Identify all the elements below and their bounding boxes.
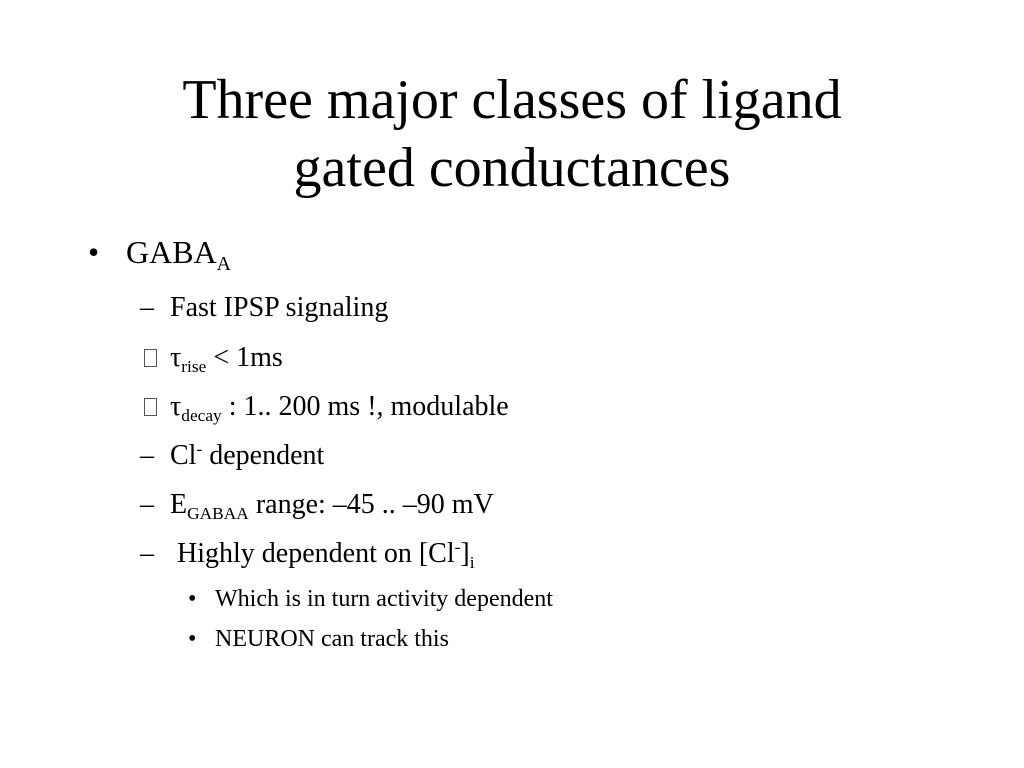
title-line-1: Three major classes of ligand xyxy=(182,69,842,131)
dash-marker: – xyxy=(140,538,154,569)
dash-marker: – xyxy=(140,440,154,471)
activity-dependent-text: Which is in turn activity dependent xyxy=(215,586,553,612)
dash-marker: – xyxy=(140,489,154,520)
e-gabaa-subscript: GABAA xyxy=(187,504,249,524)
bullet-marker: • xyxy=(188,626,197,652)
cl-superscript: - xyxy=(196,439,203,459)
i-subscript: i xyxy=(469,553,475,573)
missing-glyph-icon xyxy=(140,342,164,374)
slide-title xyxy=(62,66,962,202)
cl-superscript: - xyxy=(454,537,461,557)
e-text: E xyxy=(170,489,188,520)
tau-decay-value: : 1.. 200 ms !, modulable xyxy=(221,391,509,422)
e-gabaa-range: range: –45 .. –90 mV xyxy=(248,489,494,520)
tau-rise-subscript: rise xyxy=(181,357,207,377)
bracket-close: ] xyxy=(460,538,470,569)
cl-dependent-text: dependent xyxy=(202,440,325,471)
title-line-2: gated conductances xyxy=(293,137,731,199)
neuron-track-text: NEURON can track this xyxy=(215,626,449,652)
tau-rise-value: < 1ms xyxy=(206,342,283,373)
fast-ipsp-text: Fast IPSP signaling xyxy=(170,292,389,323)
cl-text: Cl xyxy=(170,440,197,471)
dash-marker: – xyxy=(140,292,154,323)
missing-glyph-icon xyxy=(140,391,164,423)
bullet-marker: • xyxy=(188,586,197,612)
gaba-subscript: A xyxy=(216,252,231,275)
gaba-text: GABA xyxy=(126,234,217,270)
highly-dependent-text: Highly dependent on [Cl xyxy=(170,538,455,569)
tau-symbol: τ xyxy=(170,342,182,373)
tau-decay-subscript: decay xyxy=(181,406,222,426)
tau-symbol: τ xyxy=(170,391,182,422)
bullet-marker: • xyxy=(88,234,100,270)
